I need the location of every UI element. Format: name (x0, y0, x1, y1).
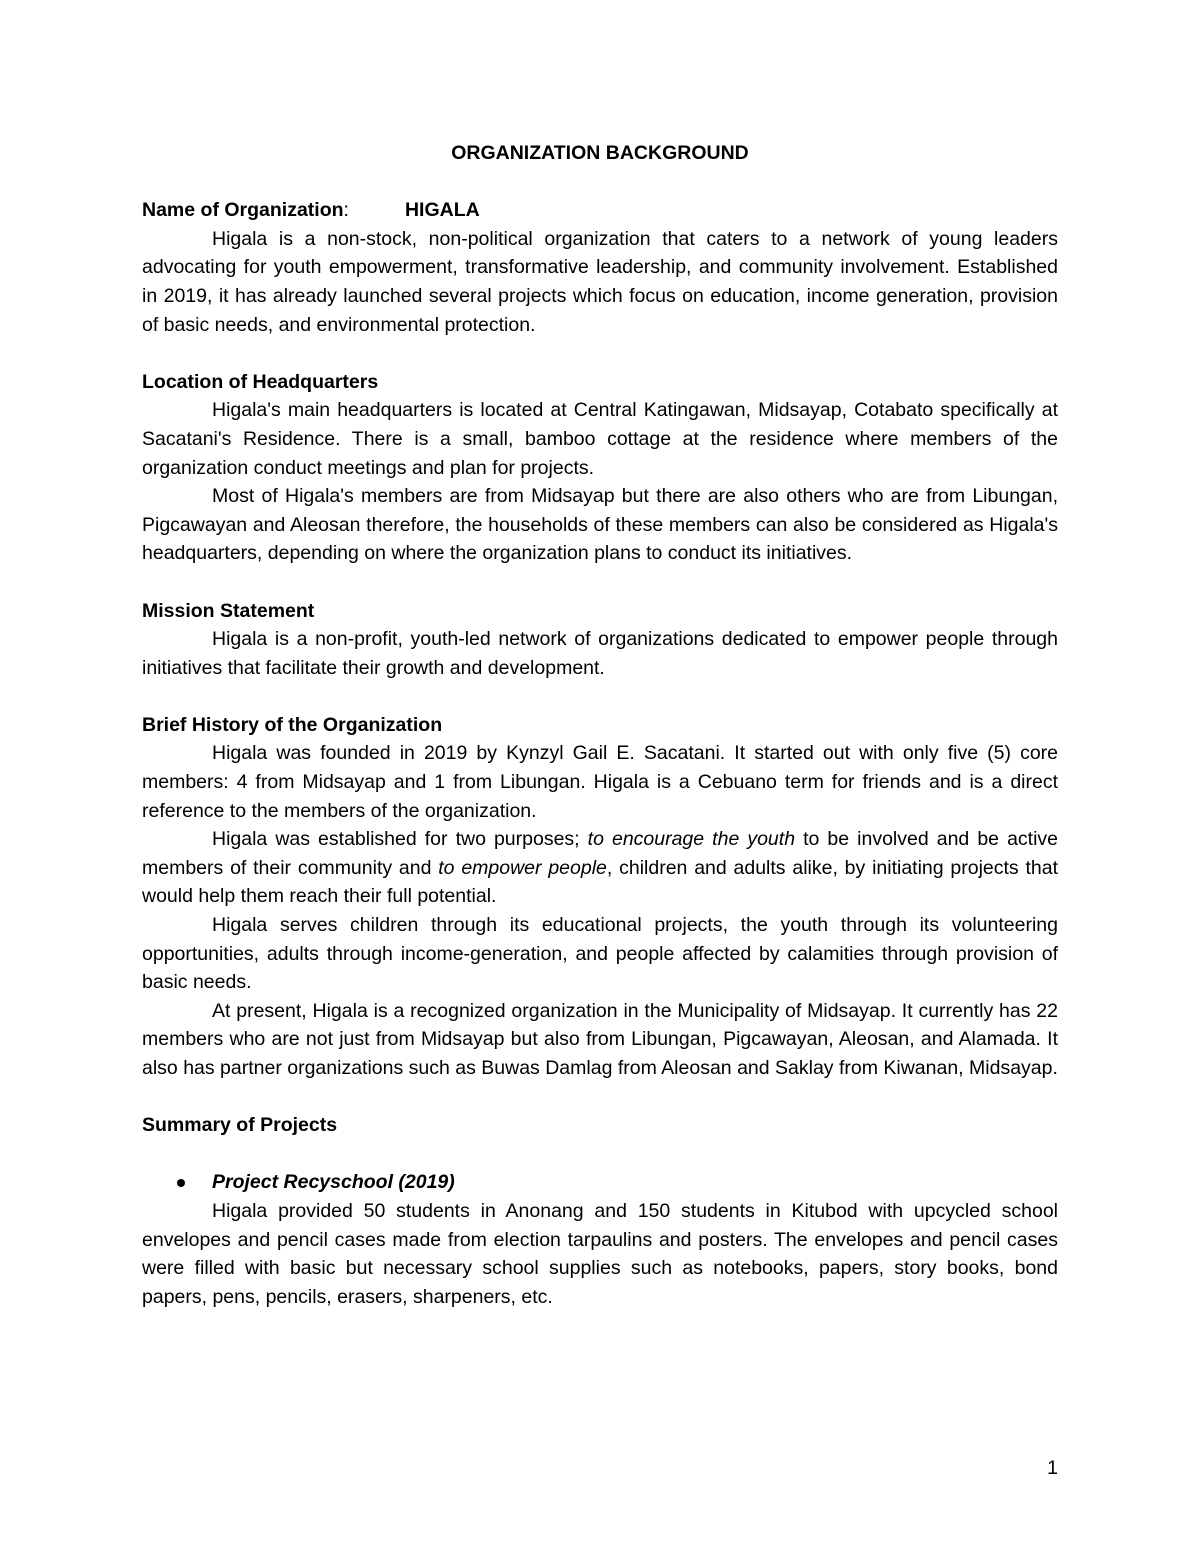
spacer (142, 339, 1058, 368)
spacer (142, 168, 1058, 197)
project-title: Project Recyschool (2019) (212, 1171, 455, 1194)
history-paragraph-4: At present, Higala is a recognized organization in the Municipality of Midsayap. It currently has 22 members who are not just from Midsayap but also from Libungan, Pigcawayan, Aleosan, and Alamada. It also has partner organizations such as Buwas Damlag from Aleosan and Saklay from Kiwanan, Midsayap. (142, 999, 1058, 1079)
mission-paragraph: Higala is a non-profit, youth-led network of organizations dedicated to empower people through initiatives that facilitate their growth and development. (142, 628, 1058, 679)
spacer (142, 568, 1058, 597)
document-title: ORGANIZATION BACKGROUND (451, 142, 749, 164)
bullet-icon (177, 1179, 185, 1187)
history-p2-emphasis-1: to encourage the youth (587, 828, 796, 851)
history-p2-text-3: , children and adults alike, by initiating projects that would help them reach their full potential. (142, 856, 1059, 908)
projects-heading: Summary of Projects (142, 1114, 338, 1137)
organization-name-value: HIGALA (404, 199, 480, 222)
project-description: Higala provided 50 students in Anonang and 150 students in Kitubod with upcycled school envelopes and pencil cases made from election tarpaulins and posters. The envelopes and pencil cases were filled with basic but necessary school supplies such as notebooks, papers, story books, bond papers, pens, pencils, erasers, sharpeners, etc. (142, 1199, 1058, 1308)
history-p2-text-2: to be involved and be active members of their community and (142, 828, 1059, 879)
location-paragraph-1: Higala's main headquarters is located at Central Katingawan, Midsayap, Cotabato specifically at Sacatani's Residence. There is a small, bamboo cottage at the residence where members of the organization conduct meetings and plan for projects. (142, 399, 1058, 479)
project-bullet-item (142, 1168, 1058, 1197)
history-paragraph-3: Higala serves children through its educational projects, the youth through its volunteering opportunities, adults through income-generation, and people affected by calamities through provision of basic needs. (142, 914, 1058, 994)
organization-name-label: Name of Organization (142, 199, 344, 222)
page-number: 1 (1047, 1457, 1058, 1479)
history-p2-text-1: Higala was established for two purposes; (212, 828, 588, 851)
history-paragraph-2 (142, 825, 1058, 911)
history-paragraph-1: Higala was founded in 2019 by Kynzyl Gail E. Sacatani. It started out with only five (5) core members: 4 from Midsayap and 1 from Libungan. Higala is a Cebuano term for friends and is a direct reference to the members of the organization. (142, 742, 1058, 822)
spacer (142, 1140, 1058, 1169)
organization-name-row (142, 196, 1058, 225)
location-heading: Location of Headquarters (142, 370, 379, 393)
history-heading: Brief History of the Organization (142, 713, 443, 736)
document-page (142, 139, 1058, 1311)
spacer (142, 1083, 1058, 1112)
mission-heading: Mission Statement (142, 599, 315, 622)
location-paragraph-2: Most of Higala's members are from Midsayap but there are also others who are from Libungan, Pigcawayan and Aleosan therefore, the households of these members can also be considered as Higala's headquarters, depending on where the organization plans to conduct its initiatives. (142, 485, 1058, 565)
spacer (142, 682, 1058, 711)
organization-name-colon: : (343, 199, 349, 222)
organization-description: Higala is a non-stock, non-political organization that caters to a network of young leaders advocating for youth empowerment, transformative leadership, and community involvement. Established in 2019, it has already launched several projects which focus on education, income generation, provision of basic needs, and environmental protection. (142, 227, 1058, 336)
history-p2-emphasis-2: to empower people (438, 856, 607, 879)
